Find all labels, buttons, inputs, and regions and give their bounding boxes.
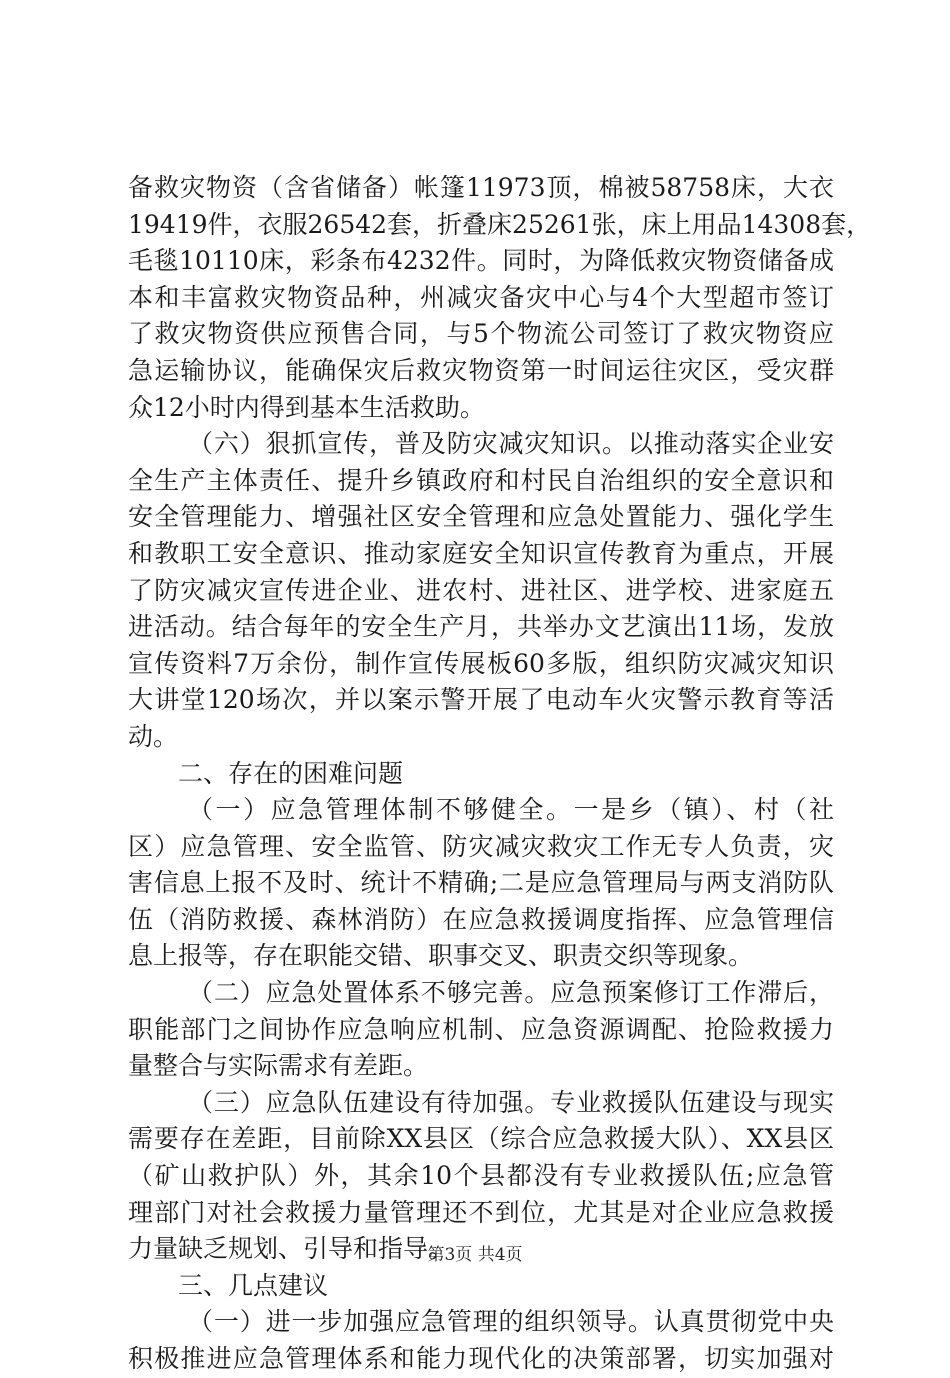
paragraph-line: 毛毯10110床，彩条布4232件。同时，为降低救灾物资储备成	[128, 246, 834, 276]
paragraph-line: 理部门对社会救援力量管理还不到位，尤其是对企业应急救援	[128, 1197, 834, 1227]
paragraph-line: 备救灾物资（含省储备）帐篷11973顶，棉被58758床，大衣	[128, 173, 834, 202]
paragraph-line: 伍（消防救援、森林消防）在应急救援调度指挥、应急管理信	[128, 904, 834, 934]
paragraph-line: （六）狠抓宣传，普及防灾减灾知识。以推动落实企业安	[188, 429, 834, 459]
paragraph-line: 需要存在差距，目前除XX县区（综合应急救援大队）、XX县区	[128, 1124, 834, 1154]
paragraph-line: 职能部门之间协作应急响应机制、应急资源调配、抢险救援力	[128, 1014, 834, 1044]
paragraph-line: 众12小时内得到基本生活救助。	[128, 392, 485, 422]
paragraph-line: 害信息上报不及时、统计不精确;二是应急管理局与两支消防队	[128, 868, 834, 898]
paragraph-line: 量整合与实际需求有差距。	[128, 1051, 429, 1081]
paragraph-line: 了救灾物资供应预售合同，与5个物流公司签订了救灾物资应	[128, 319, 834, 349]
paragraph-line: 全生产主体责任、提升乡镇政府和村民自治组织的安全意识和	[128, 465, 834, 495]
page-footer: 第3页 共4页	[427, 1245, 523, 1265]
paragraph-line: 力量缺乏规划、引导和指导。	[128, 1234, 454, 1264]
paragraph-line: 安全管理能力、增强社区安全管理和应急处置能力、强化学生	[128, 502, 834, 532]
paragraph-line: 息上报等，存在职能交错、职事交叉、职责交织等现象。	[128, 941, 754, 971]
paragraph-line: 了防灾减灾宣传进企业、进农村、进社区、进学校、进家庭五	[128, 575, 834, 605]
paragraph-line: 宣传资料7万余份，制作宣传展板60多版，组织防灾减灾知识	[128, 648, 834, 678]
paragraph-line: 和教职工安全意识、推动家庭安全知识宣传教育为重点，开展	[128, 538, 834, 568]
paragraph-line: （一）应急管理体制不够健全。一是乡（镇）、村（社	[188, 795, 834, 825]
paragraph-line: 积极推进应急管理体系和能力现代化的决策部署，切实加强对	[128, 1344, 834, 1373]
paragraph-line: 大讲堂120场次，并以案示警开展了电动车火灾警示教育等活	[128, 685, 834, 715]
paragraph-line: （三）应急队伍建设有待加强。专业救援队伍建设与现实	[188, 1087, 834, 1117]
paragraph-line: （二）应急处置体系不够完善。应急预案修订工作滞后，	[188, 978, 834, 1008]
paragraph-line: （矿山救护队）外，其余10个县都没有专业救援队伍;应急管	[128, 1161, 834, 1191]
paragraph-line: 三、几点建议	[178, 1270, 329, 1300]
paragraph-line: 区）应急管理、安全监管、防灾减灾救灾工作无专人负责，灾	[128, 831, 834, 861]
paragraph-line: （一）进一步加强应急管理的组织领导。认真贯彻党中央	[188, 1307, 834, 1337]
paragraph-line: 进活动。结合每年的安全生产月，共举办文艺演出11场，发放	[128, 612, 834, 642]
paragraph-line: 动。	[128, 721, 179, 751]
paragraph-line: 急运输协议，能确保灾后救灾物资第一时间运往灾区，受灾群	[128, 355, 834, 385]
paragraph-line: 二、存在的困难问题	[178, 758, 404, 788]
document-body	[128, 170, 872, 1378]
paragraph-line: 19419件，衣服26542套，折叠床25261张，床上用品14308套，	[128, 209, 872, 239]
paragraph-line: 本和丰富救灾物资品种，州减灾备灾中心与4个大型超市签订	[128, 282, 834, 312]
